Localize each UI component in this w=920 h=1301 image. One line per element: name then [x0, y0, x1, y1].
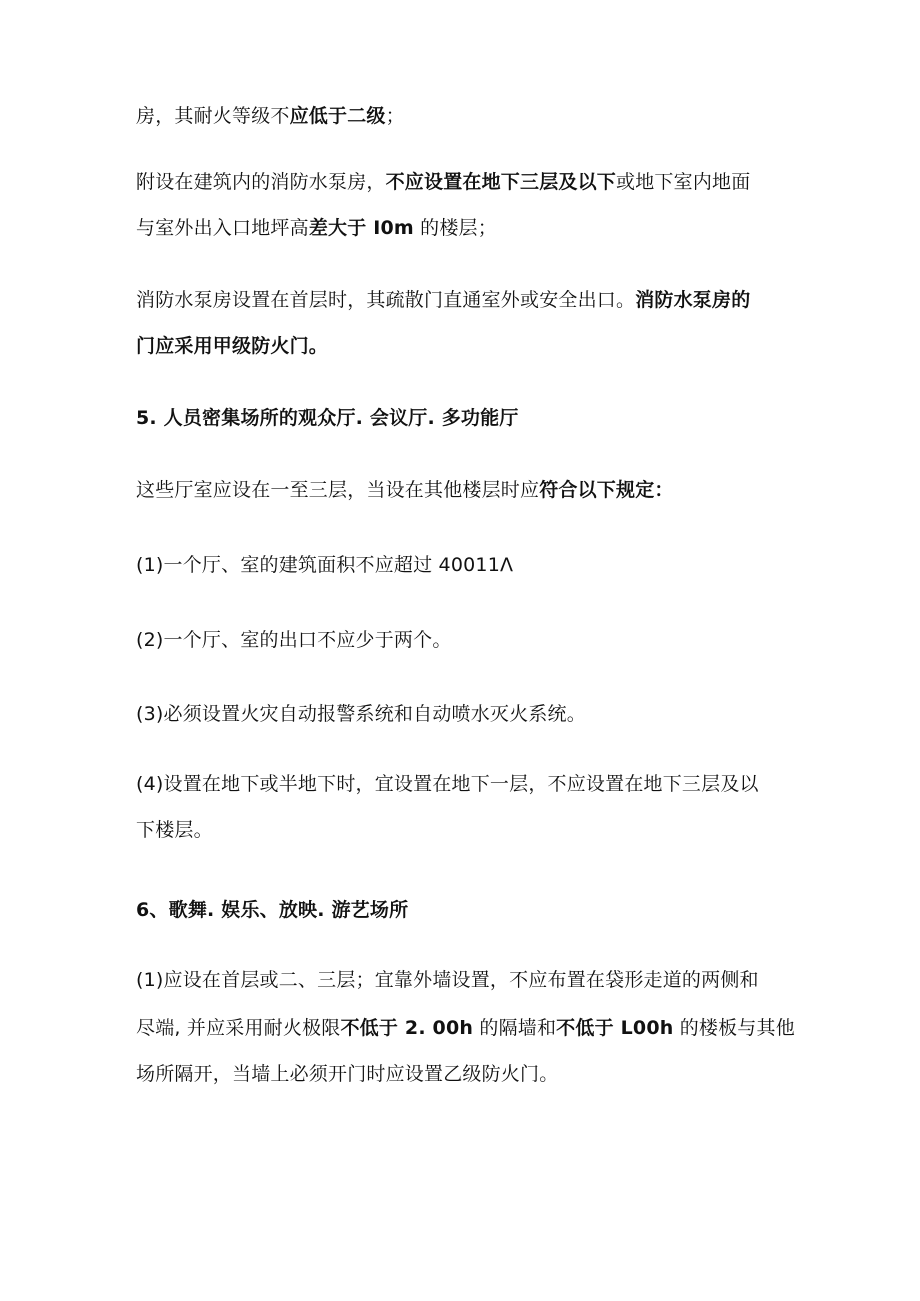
text-run-bold: 不低于 L00h — [556, 1017, 674, 1039]
text-run: 或地下室内地面 — [616, 171, 751, 193]
text-run: 下楼层。 — [136, 819, 213, 841]
paragraph-entertainment-line-2 — [136, 1016, 796, 1040]
text-run-bold: 差大于 I0m — [308, 217, 414, 239]
text-run: (4)设置在地下或半地下时，宜设置在地下一层，不应设置在地下三层及以 — [136, 773, 759, 795]
text-run: 这些厅室应设在一至三层，当设在其他楼层时应 — [136, 479, 540, 501]
text-run-bold: 门应采用甲级防火门。 — [136, 335, 329, 357]
text-run: 房，其耐火等级不 — [136, 105, 290, 127]
list-item-2 — [136, 628, 796, 652]
text-run: 尽端, 并应采用耐火极限 — [136, 1017, 341, 1039]
text-run: (2)一个厅、室的出口不应少于两个。 — [136, 629, 452, 651]
text-run-bold: 消防水泵房的 — [635, 289, 751, 311]
text-run-bold: 符合以下规定： — [539, 479, 674, 501]
section-heading-5 — [136, 406, 796, 430]
text-run: 的楼板与其他 — [673, 1017, 795, 1039]
paragraph-pump-room-location-line-1 — [136, 170, 796, 194]
text-run: 消防水泵房设置在首层时，其疏散门直通室外或安全出口。 — [136, 289, 636, 311]
text-run-bold: 不应设置在地下三层及以下 — [385, 171, 617, 193]
paragraph-entertainment-line-3 — [136, 1062, 796, 1086]
paragraph-fire-rating-line — [136, 104, 796, 128]
text-run-bold: 不低于 2. 00h — [340, 1017, 474, 1039]
heading-text: 6、歌舞. 娱乐、放映. 游艺场所 — [136, 899, 409, 921]
text-run: 场所隔开，当墙上必须开门时应设置乙级防火门。 — [136, 1063, 559, 1085]
paragraph-pump-room-door-line-1 — [136, 288, 796, 312]
list-item-1 — [136, 553, 796, 577]
paragraph-pump-room-location-line-2 — [136, 216, 796, 240]
text-run: (1)应设在首层或二、三层；宜靠外墙设置，不应布置在袋形走道的两侧和 — [136, 969, 759, 991]
section-heading-6 — [136, 898, 796, 922]
text-run: (3)必须设置火灾自动报警系统和自动喷水灭火系统。 — [136, 703, 586, 725]
text-run: 附设在建筑内的消防水泵房， — [136, 171, 386, 193]
text-run: (1)一个厅、室的建筑面积不应超过 40011Λ — [136, 554, 514, 576]
list-item-4-line-1 — [136, 772, 796, 796]
heading-text: 5. 人员密集场所的观众厅. 会议厅. 多功能厅 — [136, 407, 519, 429]
text-run: ； — [385, 105, 405, 127]
text-run: 与室外出入口地坪高 — [136, 217, 309, 239]
text-run-bold: 应低于二级 — [289, 105, 386, 127]
text-run: 的隔墙和 — [473, 1017, 557, 1039]
paragraph-hall-floors — [136, 478, 796, 502]
paragraph-pump-room-door-line-2 — [136, 334, 796, 358]
list-item-4-line-2 — [136, 818, 796, 842]
text-run: 的楼层； — [413, 217, 497, 239]
paragraph-entertainment-line-1 — [136, 968, 796, 992]
list-item-3 — [136, 702, 796, 726]
